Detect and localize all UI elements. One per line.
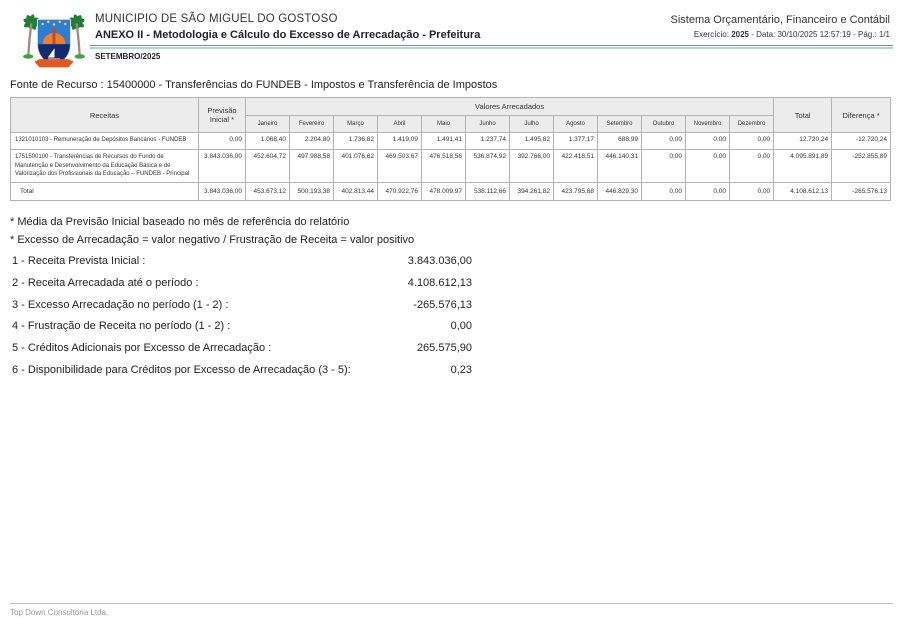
coat-of-arms-svg [22,9,86,73]
summary-value: 4.108.612,13 [407,276,472,289]
amount-cell: 1.736,82 [334,133,378,150]
col-header-total: Total [774,98,832,133]
row-total-cell: 12.720,24 [774,133,832,150]
amount-cell: 0,00 [730,133,774,150]
summary-label: 1 - Receita Prevista Inicial : [12,255,146,267]
system-name: Sistema Orçamentário, Financeiro e Contábil [670,14,890,26]
amount-cell: 394.261,82 [510,183,554,201]
summary-item-5 [12,343,472,354]
summary-label: 6 - Disponibilidade para Créditos por Excesso de Arrecadação (3 - 5): [12,363,351,376]
summary-item-6 [12,365,472,376]
row-total-cell: 4.108.612,13 [774,183,832,201]
amount-cell: 423.795,68 [554,183,598,201]
amount-cell: 401.076,62 [334,150,378,183]
col-header-month: Janeiro [246,116,290,133]
amount-cell: 500.193,38 [290,183,334,201]
col-header-month: Março [334,116,378,133]
receita-cell: 1321010103 - Remuneração de Depósitos Bancários - FUNDEB [11,133,199,150]
amount-cell: 0,00 [730,150,774,183]
summary-label: 2 - Receita Arrecadada até o período : [12,276,199,289]
amount-cell: 446.140,31 [598,150,642,183]
amount-cell: 453.673,12 [246,183,290,201]
col-header-valores-arrecadados: Valores Arrecadados [246,98,774,116]
amount-cell: 0,00 [730,183,774,201]
amount-cell: 0,00 [642,133,686,150]
note-previsao: * Média da Previsão Inicial baseado no mês de referência do relatório [10,216,350,228]
municipality-name: MUNICIPIO DE SÃO MIGUEL DO GOSTOSO [95,13,338,25]
amount-cell: 402.813,44 [334,183,378,201]
amount-cell: 536.874,92 [466,150,510,183]
exercise-line [671,30,890,39]
summary-label: 5 - Créditos Adicionais por Excesso de Arrecadação : [12,342,272,355]
row-diferenca-cell: -252.855,89 [832,150,891,183]
footer-company: Top Down Consultoria Ltda. [10,608,109,617]
resource-source-line: Fonte de Recurso : 15400000 - Transferências do FUNDEB - Impostos e Transferência de Impostos [10,79,498,91]
col-header-month: Maio [422,116,466,133]
previsao-cell: 3.843.036,00 [199,183,246,201]
amount-cell: 1.491,41 [422,133,466,150]
amount-cell: 476.518,56 [422,150,466,183]
row-diferenca-cell: -265.576,13 [832,183,891,201]
col-header-month: Outubro [642,116,686,133]
col-header-month: Agosto [554,116,598,133]
header-left [95,13,480,41]
table-row [11,133,891,150]
summary-value: 0,00 [450,320,472,333]
amount-cell: 1.495,82 [510,133,554,150]
header-divider [90,45,893,49]
amount-cell: 0,00 [642,183,686,201]
table-row [11,150,891,183]
col-header-month: Dezembro [730,116,774,133]
col-header-month: Setembro [598,116,642,133]
amount-cell: 0,00 [642,150,686,183]
col-header-month: Junho [466,116,510,133]
exercise-label: Exercício: [693,30,729,39]
arrecadacao-table [10,97,891,201]
amount-cell: 497.988,58 [290,150,334,183]
amount-cell: 1.237,74 [466,133,510,150]
summary-item-2 [12,278,472,289]
report-title: ANEXO II - Metodologia e Cálculo do Excesso de Arrecadação - Prefeitura [95,29,481,41]
amount-cell: 469.503,67 [378,150,422,183]
summary-item-4 [12,321,472,332]
amount-cell: 1.068,40 [246,133,290,150]
col-header-month: Fevereiro [290,116,334,133]
amount-cell: 392.766,00 [510,150,554,183]
summary-value: 265.575,90 [416,342,472,355]
amount-cell: 478.009,97 [422,183,466,201]
summary-value: 3.843.036,00 [407,255,472,267]
col-header-diferenca: Diferença * [832,98,891,133]
amount-cell: 452.604,72 [246,150,290,183]
municipality-coat-of-arms-icon [22,9,86,73]
col-header-month: Novembro [686,116,730,133]
amount-cell: 688,99 [598,133,642,150]
amount-cell: 1.419,09 [378,133,422,150]
report-period: SETEMBRO/2025 [95,52,161,61]
table-total-row [11,183,891,201]
col-header-receitas: Receitas [11,98,199,133]
previsao-cell: 0,00 [199,133,246,150]
total-label-cell: Total [11,183,199,201]
previsao-cell: 3.843.036,00 [199,150,246,183]
exercise-year: 2025 [731,30,749,39]
header-right [671,14,890,39]
summary-list [12,256,472,387]
footer-divider [10,603,893,604]
amount-cell: 0,00 [686,150,730,183]
col-header-month: Abril [378,116,422,133]
row-total-cell: 4.095.891,89 [774,150,832,183]
amount-cell: 0,00 [686,133,730,150]
amount-cell: 538.112,66 [466,183,510,201]
amount-cell: 0,00 [686,183,730,201]
amount-cell: 1.377,17 [554,133,598,150]
amount-cell: 446.829,30 [598,183,642,201]
summary-label: 3 - Excesso Arrecadação no período (1 - 2) : [12,298,229,311]
summary-item-3 [12,300,472,311]
amount-cell: 2.204,80 [290,133,334,150]
exercise-rest: - Data: 30/10/2025 12:57:19 - Pág.: 1/1 [751,30,890,39]
amount-cell: 422.418,51 [554,150,598,183]
amount-cell: 470.922,76 [378,183,422,201]
summary-value: 0,23 [450,363,472,376]
summary-label: 4 - Frustração de Receita no período (1 - 2) : [12,320,231,333]
row-diferenca-cell: -12.720,24 [832,133,891,150]
receita-cell: 1751500100 - Transferências de Recursos do Fundo de Manutenção e Desenvolvimento da Educação Básica e de Valorização dos Profissionais da Educação – FUNDEB - Principal [11,150,199,183]
summary-value: -265.576,13 [413,298,472,311]
col-header-previsao: Previsão Inicial * [199,98,246,133]
note-excesso: * Excesso de Arrecadação = valor negativo / Frustração de Receita = valor positivo [10,234,415,246]
table-header-row-1 [11,98,891,116]
summary-item-1 [12,256,472,267]
col-header-month: Julho [510,116,554,133]
